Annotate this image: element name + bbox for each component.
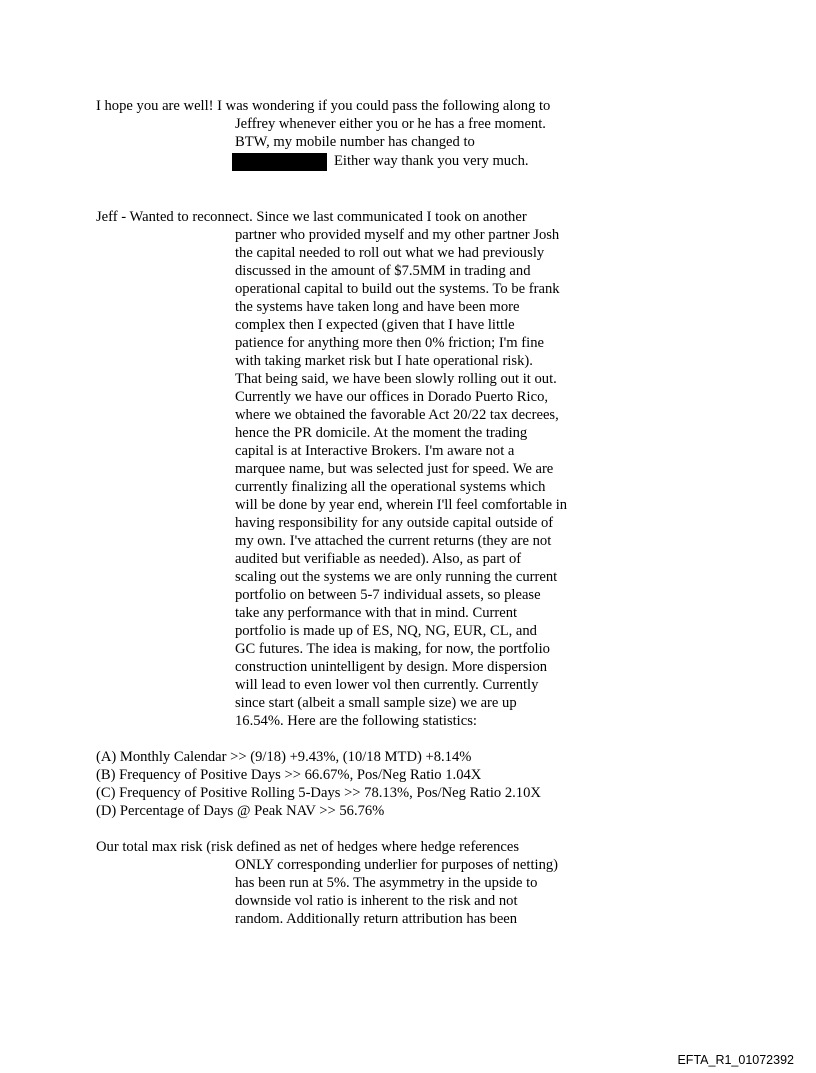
stat-item: (C) Frequency of Positive Rolling 5-Days >> 78.13%, Pos/Neg Ratio 2.10X [96, 785, 541, 801]
message-line: discussed in the amount of $7.5MM in trading and [235, 263, 531, 279]
message-line: portfolio is made up of ES, NQ, NG, EUR, CL, and [235, 623, 537, 639]
message-line: take any performance with that in mind. Current [235, 605, 518, 621]
risk-line: downside vol ratio is inherent to the risk and not [235, 893, 518, 909]
message-line: GC futures. The idea is making, for now, the portfolio [235, 641, 550, 657]
stat-item: (D) Percentage of Days @ Peak NAV >> 56.76% [96, 803, 385, 819]
stat-item: (A) Monthly Calendar >> (9/18) +9.43%, (10/18 MTD) +8.14% [96, 749, 472, 765]
message-line: partner who provided myself and my other partner Josh [235, 227, 560, 243]
message-line: That being said, we have been slowly rolling out it out. [235, 371, 557, 387]
stat-item: (B) Frequency of Positive Days >> 66.67%, Pos/Neg Ratio 1.04X [96, 767, 482, 783]
message-line: marquee name, but was selected just for speed. We are [235, 461, 554, 477]
message-line: the systems have taken long and have been more [235, 299, 520, 315]
message-line: will lead to even lower vol then currently. Currently [235, 677, 539, 693]
risk-line: random. Additionally return attribution has been [235, 911, 518, 927]
greeting-line: BTW, my mobile number has changed to [235, 134, 475, 150]
message-line: audited but verifiable as needed). Also, as part of [235, 551, 522, 567]
risk-line: ONLY corresponding underlier for purposes of netting) [235, 857, 559, 873]
message-line: having responsibility for any outside capital outside of [235, 515, 554, 531]
message-line: since start (albeit a small sample size) we are up [235, 695, 517, 711]
redaction-bar [232, 153, 327, 171]
message-line: the capital needed to roll out what we had previously [235, 245, 545, 261]
message-line: scaling out the systems we are only running the current [235, 569, 558, 585]
risk-line: has been run at 5%. The asymmetry in the upside to [235, 875, 538, 891]
message-line: portfolio on between 5-7 individual assets, so please [235, 587, 541, 603]
greeting-line: Either way thank you very much. [334, 153, 529, 169]
risk-line: Our total max risk (risk defined as net of hedges where hedge references [96, 839, 520, 855]
message-line: complex then I expected (given that I have little [235, 317, 515, 333]
message-line: will be done by year end, wherein I'll feel comfortable in [235, 497, 568, 513]
greeting-line: I hope you are well! I was wondering if you could pass the following along to [96, 98, 551, 114]
greeting-line: Jeffrey whenever either you or he has a free moment. [235, 116, 546, 132]
message-line: currently finalizing all the operational systems which [235, 479, 546, 495]
message-line: where we obtained the favorable Act 20/22 tax decrees, [235, 407, 559, 423]
message-line: my own. I've attached the current returns (they are not [235, 533, 552, 549]
message-line: capital is at Interactive Brokers. I'm aware not a [235, 443, 515, 459]
message-line: patience for anything more then 0% friction; I'm fine [235, 335, 544, 351]
message-line: construction unintelligent by design. More dispersion [235, 659, 548, 675]
message-line: operational capital to build out the systems. To be frank [235, 281, 560, 297]
message-line: Jeff - Wanted to reconnect. Since we last communicated I took on another [96, 209, 527, 225]
message-line: with taking market risk but I hate operational risk). [235, 353, 533, 369]
message-line: Currently we have our offices in Dorado Puerto Rico, [235, 389, 549, 405]
document-id: EFTA_R1_01072392 [677, 1053, 794, 1067]
message-line: 16.54%. Here are the following statistics: [235, 713, 477, 729]
message-line: hence the PR domicile. At the moment the trading [235, 425, 528, 441]
